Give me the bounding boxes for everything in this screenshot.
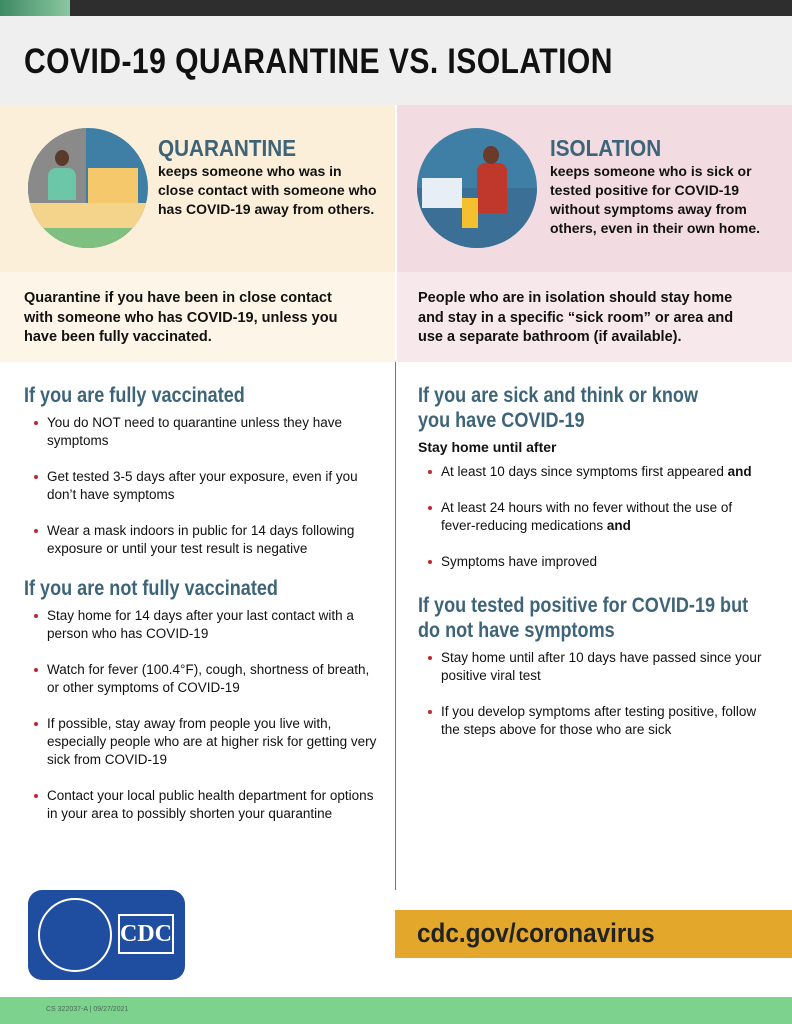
list-item: At least 24 hours with no fever without the use of fever-reducing medications and [418,499,768,535]
website-link[interactable]: cdc.gov/coronavirus [417,918,655,948]
isolation-panel [397,105,792,272]
list-item: If possible, stay away from people you live with, especially people who are at higher risk for getting very sick from COVID-19 [24,715,384,769]
header [0,16,792,105]
list-item: Stay home until after 10 days have passed since your positive viral test [418,649,768,685]
list-item: Contact your local public health department for options in your area to possibly shorten your quarantine [24,787,384,823]
quarantine-heading: QUARANTINE [158,135,297,161]
page-title: COVID-19 QUARANTINE VS. ISOLATION [24,42,613,81]
list-item: Get tested 3-5 days after your exposure, even if you don’t have symptoms [24,468,384,504]
column-divider [395,362,396,890]
list-item: Watch for fever (100.4°F), cough, shortness of breath, or other symptoms of COVID-19 [24,661,384,697]
quarantine-summary: Quarantine if you have been in close contact with someone who has COVID-19, unless you have been fully vaccinated. [24,290,338,345]
stay-home-label: Stay home until after [418,439,557,455]
top-bar [0,0,792,16]
list-item: You do NOT need to quarantine unless they have symptoms [24,414,384,450]
left-column [24,383,384,841]
quarantine-description: keeps someone who was in close contact with someone who has COVID-19 away from others. [158,163,377,217]
list-item: Wear a mask indoors in public for 14 days following exposure or until your test result is negative [24,522,384,558]
list-item: At least 10 days since symptoms first appeared and [418,463,768,481]
list-item: Stay home for 14 days after your last contact with a person who has COVID-19 [24,607,384,643]
sick-heading-line1: If you are sick and think or know [418,384,698,407]
isolation-description: keeps someone who is sick or tested positive for COVID-19 without symptoms away from others, even in their own home. [550,163,761,236]
positive-heading-line2: do not have symptoms [418,619,615,642]
quarantine-illustration [28,128,148,248]
right-column [418,383,768,757]
isolation-summary: People who are in isolation should stay home and stay in a specific “sick room” or area and use a separate bathroom (if available). [418,290,734,345]
document-code: CS 322037-A | 09/27/2021 [46,1006,129,1013]
list-item: If you develop symptoms after testing positive, follow the steps above for those who are sick [418,703,768,739]
fully-vaccinated-heading: If you are fully vaccinated [24,384,245,407]
sick-heading-line2: you have COVID-19 [418,409,585,432]
list-item: Symptoms have improved [418,553,768,571]
footer [0,997,792,1024]
isolation-heading: ISOLATION [550,135,662,161]
website-banner[interactable] [395,910,792,958]
cdc-wordmark: CDC [118,914,174,954]
isolation-illustration [417,128,537,248]
hhs-seal-icon [38,898,112,972]
quarantine-summary-panel [0,272,395,362]
positive-heading-line1: If you tested positive for COVID-19 but [418,594,749,617]
not-vaccinated-heading: If you are not fully vaccinated [24,577,278,600]
isolation-summary-panel [397,272,792,362]
cdc-logo [28,890,185,980]
quarantine-panel [0,105,395,272]
